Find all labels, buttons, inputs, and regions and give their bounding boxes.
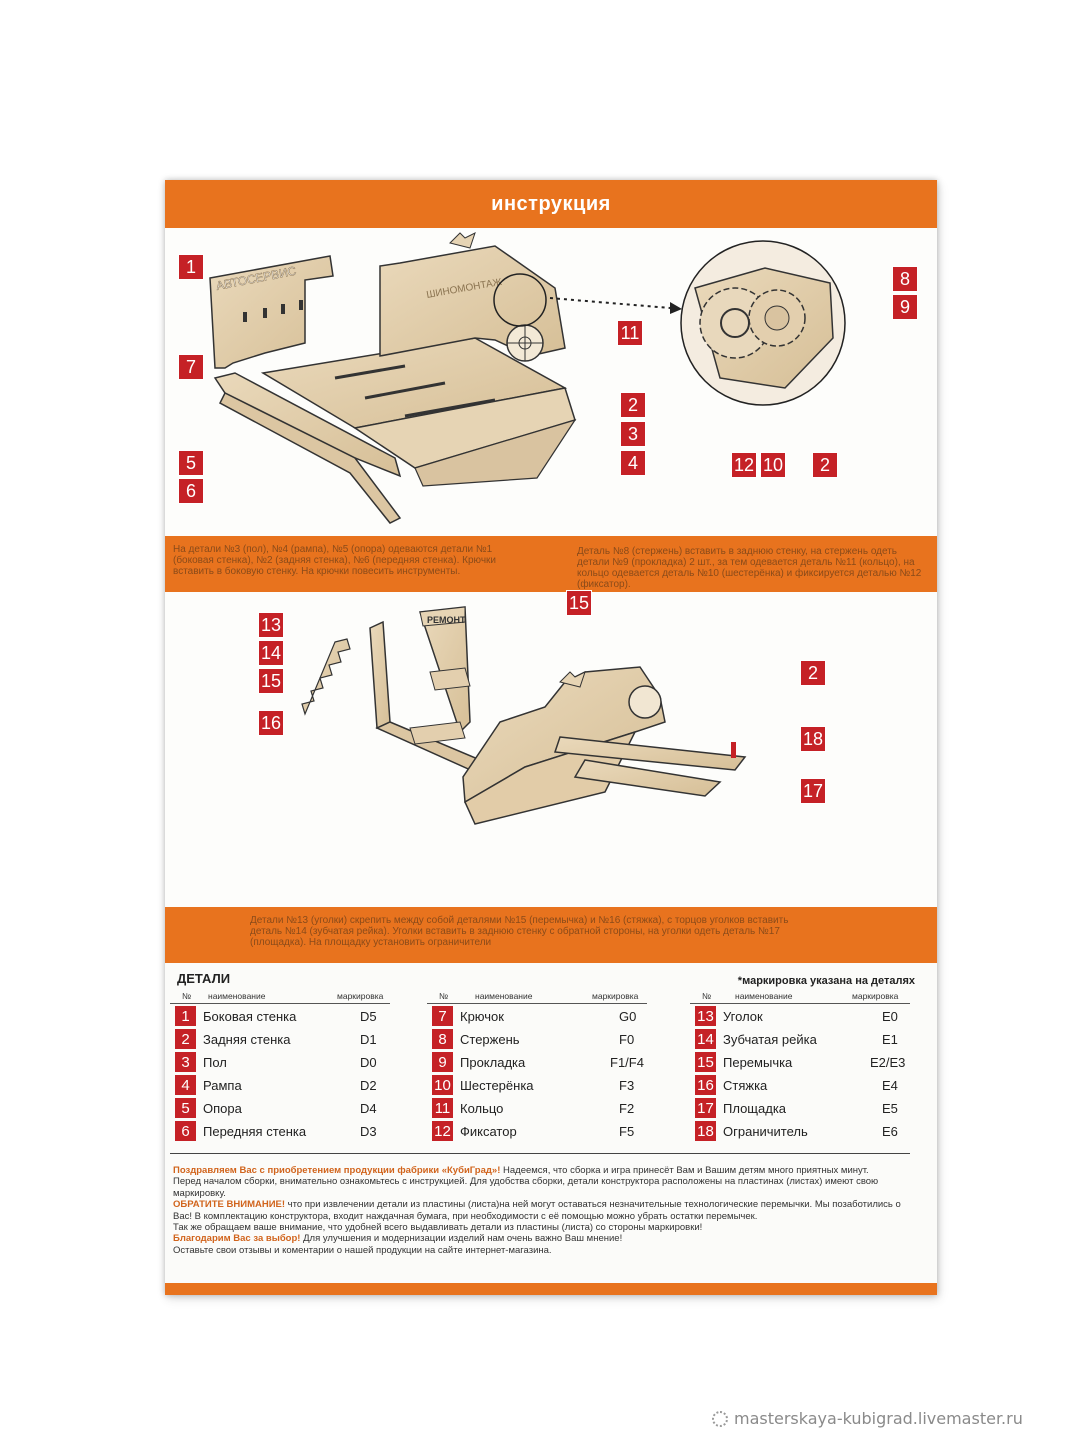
footer-line-3: ОБРАТИТЕ ВНИМАНИЕ! что при извлечении детали из пластины (листа)на ней могут оставаться незначительные технологические перемычки. Мы позаботились о Вас! В комплектацию конструктора, входит наждачная бумага, при необходимости с её помощью можно убрать остатки перемычек. xyxy=(173,1199,901,1222)
list-item: 4 Рампа D2 xyxy=(170,1073,390,1096)
list-item: 13 Уголок E0 xyxy=(690,1004,910,1027)
list-item: 6 Передняя стенка D3 xyxy=(170,1119,390,1142)
footer-line-5: Благодарим Вас за выбор! Для улучшения и модернизации изделий нам очень важно Ваш мнение! xyxy=(173,1233,623,1245)
tag-13: 13 xyxy=(258,612,284,638)
step1-notes xyxy=(165,536,937,592)
list-item: 14 Зубчатая рейка E1 xyxy=(690,1027,910,1050)
zoom-detail xyxy=(681,241,845,405)
page-title: инструкция xyxy=(491,192,611,215)
list-item: 15 Перемычка E2/E3 xyxy=(690,1050,910,1073)
list-item: 8 Стержень F0 xyxy=(427,1027,647,1050)
footer-line-1: Поздравляем Вас с приобретением продукции фабрики «КубиГрад»! Надеемся, что сборка и игра принесёт Вам и Вашим детям много приятных минут. xyxy=(173,1165,869,1176)
tag-9: 9 xyxy=(892,294,918,320)
step1-illustration xyxy=(165,228,937,536)
tag-15-top: 15 xyxy=(566,590,592,616)
instruction-sheet xyxy=(165,180,937,1295)
tag-11: 11 xyxy=(617,320,643,346)
tag-18: 18 xyxy=(800,726,826,752)
tag-2-zoom: 2 xyxy=(812,452,838,478)
step1-note-left: На детали №3 (пол), №4 (рампа), №5 (опора) одеваются детали №1 (боковая стенка), №2 (задняя стенка), №6 (передняя стенка). Крючки вставить в боковую стенку. На крючки повесить инструменты. xyxy=(173,544,496,577)
tag-14: 14 xyxy=(258,640,284,666)
watermark-text: masterskaya-kubigrad.livemaster.ru xyxy=(734,1409,1023,1428)
tag-8: 8 xyxy=(892,266,918,292)
side-wall-sign: АВТОСЕРВИС xyxy=(214,263,298,293)
tag-16: 16 xyxy=(258,710,284,736)
list-item: 3 Пол D0 xyxy=(170,1050,390,1073)
tag-2: 2 xyxy=(620,392,646,418)
step2-panel xyxy=(165,592,937,907)
header-bar xyxy=(165,180,937,228)
repair-sign: РЕМОНТ xyxy=(427,615,466,625)
back-wall-sign: ШИНОМОНТАЖ xyxy=(425,276,503,301)
list-item: 10 Шестерёнка F3 xyxy=(427,1073,647,1096)
column-header: № наименование маркировка xyxy=(690,989,910,1004)
list-item: 17 Площадка E5 xyxy=(690,1096,910,1119)
parts-title: ДЕТАЛИ xyxy=(177,971,231,986)
column-header: № наименование маркировка xyxy=(427,989,647,1004)
list-item: 12 Фиксатор F5 xyxy=(427,1119,647,1142)
tag-17: 17 xyxy=(800,778,826,804)
step2-note: Детали №13 (уголки) скрепить между собой деталями №15 (перемычка) и №16 (стяжка), с торцов уголков вставить деталь №14 (зубчатая рейка). Уголки вставить в заднюю стенку с обратной стороны, на уголки одеть деталь №17 (площадка). На площадку установить ограничители xyxy=(250,915,789,948)
watermark xyxy=(712,1409,1023,1428)
side-wall-part xyxy=(210,256,333,368)
column-header: № наименование маркировка xyxy=(170,989,390,1004)
tag-3: 3 xyxy=(620,421,646,447)
parts-table xyxy=(165,963,937,1153)
tag-12: 12 xyxy=(731,452,757,478)
list-item: 1 Боковая стенка D5 xyxy=(170,1004,390,1027)
bottom-bar xyxy=(165,1283,937,1295)
tag-6: 6 xyxy=(178,478,204,504)
tag-2-step2: 2 xyxy=(800,660,826,686)
list-item: 9 Прокладка F1/F4 xyxy=(427,1050,647,1073)
watermark-icon xyxy=(712,1411,728,1427)
step1-panel xyxy=(165,228,937,536)
footer-line-6: Оставьте свои отзывы и коментарии о нашей продукции на сайте интернет-магазина. xyxy=(173,1244,552,1256)
tag-15-left: 15 xyxy=(258,668,284,694)
list-item: 11 Кольцо F2 xyxy=(427,1096,647,1119)
footer-line-2: Перед началом сборки, внимательно ознакомьтесь с инструкцией. Для удобства сборки, детали конструктора расположены на пластинах (листах) имеют свою маркировку. xyxy=(173,1176,879,1199)
footer-line-4: Так же обращаем ваше внимание, что удобней всего выдавливать детали из пластины (листа) со стороны маркировки! xyxy=(173,1222,703,1234)
step1-note-right: Деталь №8 (стержень) вставить в заднюю стенку, на стержень одеть детали №9 (прокладка) 2 шт., за тем одевается деталь №11 (кольцо), на кольцо одевается деталь №10 (шестерёнка) и фиксируется деталью №12 (фиксатор). xyxy=(577,546,922,590)
parts-column-2 xyxy=(427,989,647,1142)
parts-note: *маркировка указана на деталях xyxy=(737,975,915,987)
corner-parts xyxy=(302,607,485,772)
parts-column-3 xyxy=(690,989,910,1142)
divider xyxy=(170,1153,910,1154)
tag-5: 5 xyxy=(178,450,204,476)
footer-text xyxy=(173,1165,918,1256)
parts-column-1 xyxy=(170,989,390,1142)
step2-notes xyxy=(165,907,937,963)
list-item: 2 Задняя стенка D1 xyxy=(170,1027,390,1050)
list-item: 16 Стяжка E4 xyxy=(690,1073,910,1096)
tag-1: 1 xyxy=(178,254,204,280)
list-item: 7 Крючок G0 xyxy=(427,1004,647,1027)
list-item: 5 Опора D4 xyxy=(170,1096,390,1119)
list-item: 18 Ограничитель E6 xyxy=(690,1119,910,1142)
tag-4: 4 xyxy=(620,450,646,476)
tag-7: 7 xyxy=(178,354,204,380)
tag-10: 10 xyxy=(760,452,786,478)
